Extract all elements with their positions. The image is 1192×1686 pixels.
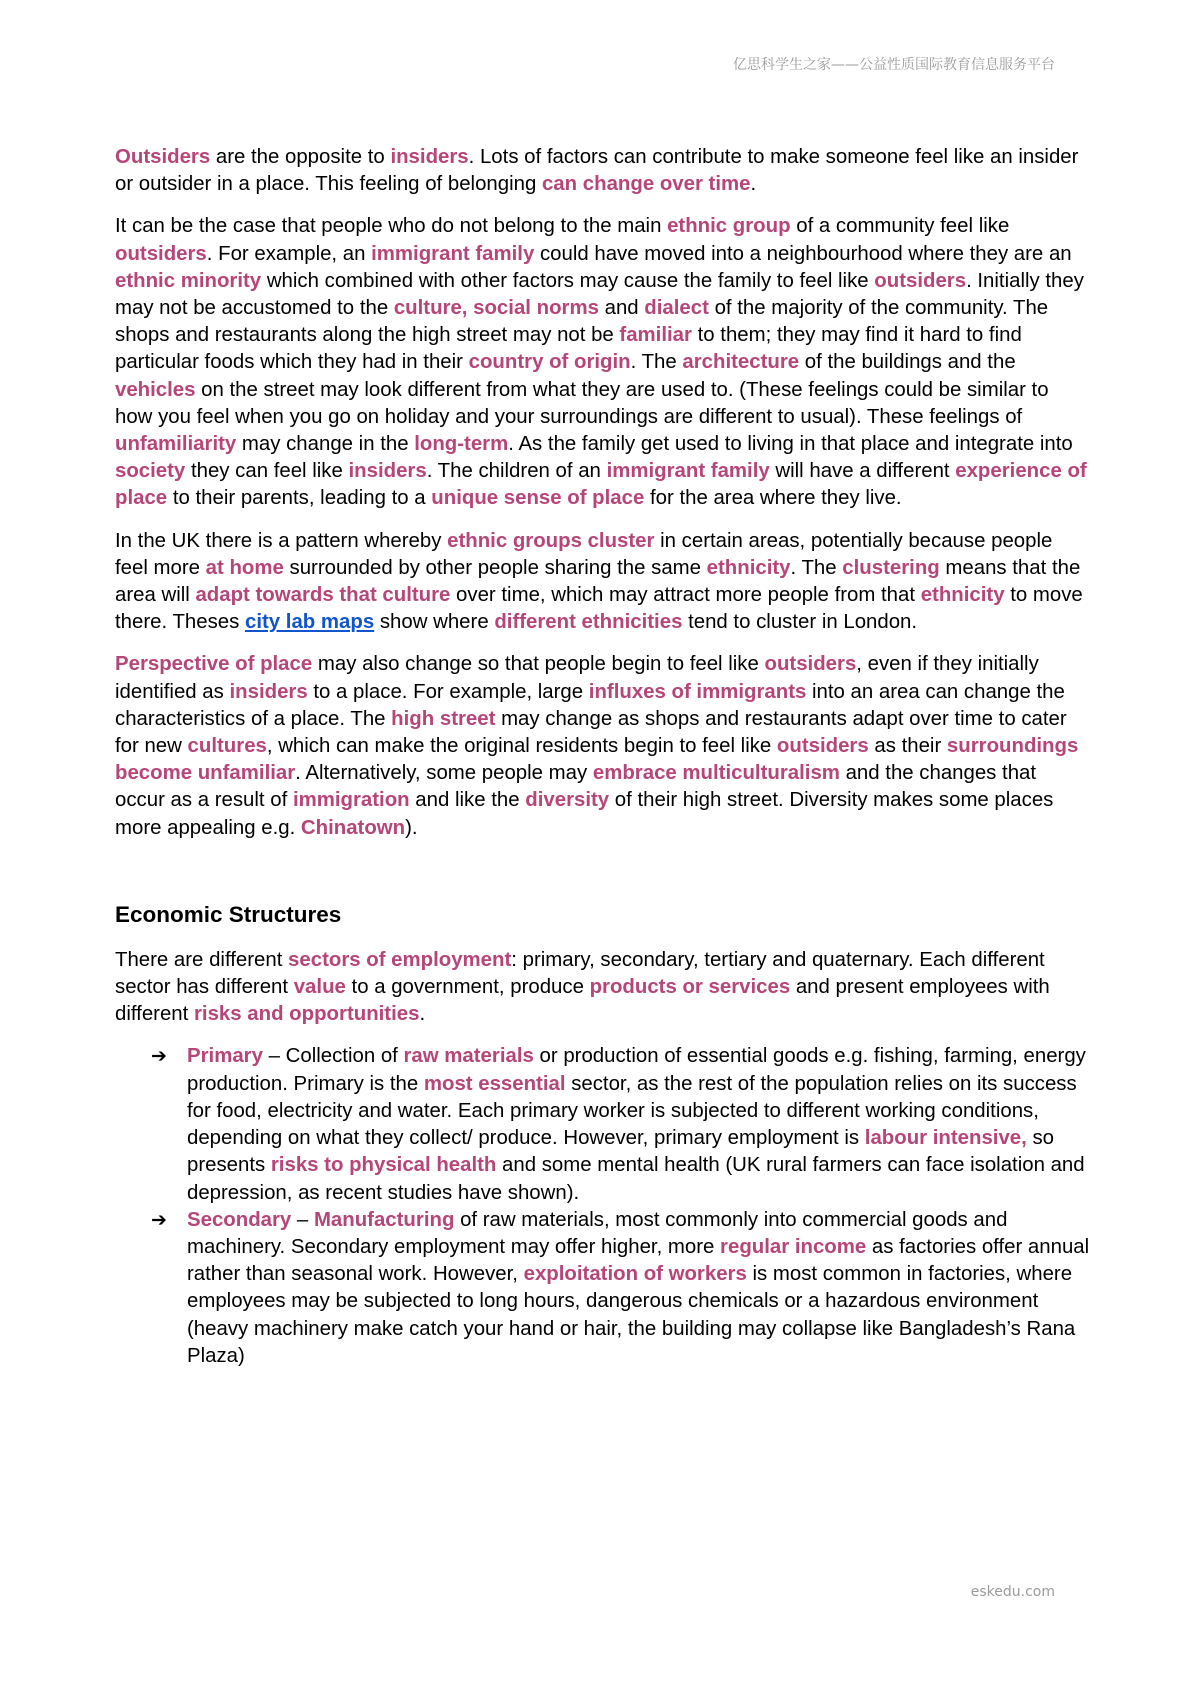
page-footer: eskedu.com [970,1584,1055,1600]
highlighted-term: architecture [682,351,800,374]
highlighted-term: country of origin [468,351,631,374]
highlighted-term: cultures [187,735,267,758]
highlighted-term: outsiders [115,242,207,265]
text-run: show where [374,611,495,634]
highlighted-term: influxes of immigrants [588,680,807,703]
text-run: – [291,1208,314,1231]
text-run: . [750,173,757,196]
highlighted-term: ethnic minority [115,269,262,292]
highlighted-term: immigration [292,789,410,812]
text-run: and present employees with different [115,976,1050,1026]
document-body [115,144,1090,1370]
highlighted-term: products or services [589,976,791,999]
text-run: and [598,297,645,320]
highlighted-term: value [293,976,346,999]
highlighted-term: surroundings become unfamiliar [115,735,1079,785]
list-item-text [187,1209,1089,1367]
highlighted-term: Outsiders [115,146,211,168]
highlighted-term: insiders [348,460,427,483]
highlighted-term: insiders [229,680,308,703]
highlighted-term: unfamiliarity [115,433,237,456]
paragraph-outsiders [115,144,1090,198]
highlighted-term: immigrant family [371,242,535,265]
text-run: could have moved into a neighbourhood where they are an [534,242,1072,265]
text-run: of raw materials, most commonly into commercial goods and machinery. Secondary employment may offer higher, more [187,1208,1008,1258]
paragraph-ethnic-group [115,213,1090,512]
text-run: is most common in factories, where employees may be subjected to long hours, dangerous chemicals or a hazardous environment (heavy machinery make catch your hand or hair, the building may collapse like Bangladesh’s Rana Plaza) [187,1263,1076,1367]
text-run: , which can make the original residents begin to feel like [266,735,777,758]
text-run: . Initially they may not be accustomed to the [115,269,1084,320]
highlighted-term: risks and opportunities [193,1003,420,1026]
text-run: so presents [187,1127,1055,1177]
arrow-bullet-icon: ➔ [151,1045,167,1068]
text-run: There are different [115,948,289,971]
text-run: and some mental health (UK rural farmers can face isolation and depression, as recent studies have shown). [187,1154,1085,1204]
highlighted-term: risks to physical health [270,1154,497,1177]
list-item-text [187,1045,1086,1203]
page-header: 亿思科学生之家——公益性质国际教育信息服务平台 [733,57,1055,73]
text-run: to them; they may find it hard to find particular foods which they had in their [115,324,1022,374]
highlighted-term: exploitation of workers [523,1263,747,1286]
text-run: over time, which may attract more people from that [450,584,921,607]
text-run: . The [790,556,843,579]
text-run: , even if they initially identified as [115,653,1039,703]
highlighted-term: outsiders [874,269,967,292]
highlighted-term: different ethnicities [494,611,683,634]
highlighted-term: vehicles [115,378,196,401]
text-run: . For example, an [206,242,372,265]
paragraph-perspective [115,651,1090,841]
text-run: to a government, produce [345,976,590,999]
text-run: as their [868,735,947,758]
highlighted-term: embrace multiculturalism [592,762,840,785]
highlighted-term: unique sense of place [431,487,645,510]
highlighted-term: dialect [644,297,709,320]
text-run: . The [630,351,683,374]
highlighted-term: most essential [423,1072,566,1095]
highlighted-term: Perspective of place [115,653,313,676]
highlighted-term: society [115,460,186,483]
highlighted-term: sectors of employment [288,948,512,971]
highlighted-term: can change over time [541,173,751,196]
text-run: to move there. Theses [115,584,1083,634]
highlighted-term: immigrant family [606,460,770,483]
text-run: of a community feel like [790,215,1010,238]
highlighted-term: clustering [842,556,940,579]
text-run: on the street may look different from what they are used to. (These feelings could be similar to how you feel when you go on holiday and your surroundings are different to usual). These feelings of [115,378,1049,428]
text-run: . Lots of factors can contribute to make someone feel like an insider or outsider in a place. This feeling of belonging [115,146,1079,196]
highlighted-term: regular income [720,1235,867,1258]
text-run: for the area where they live. [644,487,902,510]
city-lab-maps-link[interactable]: city lab maps [244,611,375,634]
highlighted-term: insiders [390,146,469,168]
text-run: – Collection of [262,1045,404,1068]
highlighted-term: Manufacturing [313,1208,455,1231]
text-run: may change in the [236,433,415,456]
highlighted-term: Primary [187,1045,263,1068]
highlighted-term: culture, social norms [393,297,599,320]
highlighted-term: diversity [525,789,610,812]
text-run: sector, as the rest of the population relies on its success for food, electricity and water. Each primary worker is subjected to different working conditions, depending on what they collect/ produce. However, primary employment is [187,1072,1077,1150]
text-run: : primary, secondary, tertiary and quaternary. Each different sector has different [115,948,1045,999]
paragraph-sectors-intro [115,947,1090,1029]
text-run: of the buildings and the [799,351,1016,374]
text-run: will have a different [769,460,956,483]
highlighted-term: raw materials [403,1045,534,1068]
text-run: . As the family get used to living in that place and integrate into [508,433,1073,456]
highlighted-term: familiar [619,324,692,347]
text-run: surrounded by other people sharing the same [283,556,707,579]
sector-list [115,1043,1090,1369]
list-item-primary [115,1043,1090,1206]
text-run: may change as shops and restaurants adapt over time to cater for new [115,707,1067,758]
text-run: ). [405,816,418,839]
highlighted-term: adapt towards that culture [195,584,451,607]
highlighted-term: ethnic group [667,215,791,238]
highlighted-term: experience of place [115,460,1087,510]
highlighted-term: at home [205,556,284,579]
text-run: and like the [409,789,526,812]
highlighted-term: high street [391,707,496,730]
text-run: they can feel like [185,460,349,483]
text-run: as factories offer annual rather than seasonal work. However, [187,1235,1090,1286]
highlighted-term: long-term [414,433,509,456]
text-run: and the changes that occur as a result of [115,762,1037,812]
list-item-secondary [115,1207,1090,1370]
highlighted-term: ethnic groups cluster [447,529,655,552]
text-run: to their parents, leading to a [167,487,432,510]
text-run: which combined with other factors may cause the family to feel like [261,269,875,292]
highlighted-term: outsiders [776,735,869,758]
highlighted-term: outsiders [764,653,857,676]
paragraph-clustering [115,528,1090,637]
text-run: in certain areas, potentially because people feel more [115,529,1053,579]
text-run: may also change so that people begin to feel like [312,653,765,676]
text-run: It can be the case that people who do not belong to the main [115,215,668,238]
highlighted-term: ethnicity [920,584,1005,607]
text-run: . The children of an [426,460,607,483]
text-run: of their high street. Diversity makes some places more appealing e.g. [115,789,1054,839]
highlighted-term: ethnicity [706,556,791,579]
text-run: are the opposite to [210,146,391,168]
text-run: . [419,1003,426,1026]
arrow-bullet-icon: ➔ [151,1208,167,1231]
text-run: tend to cluster in London. [682,611,918,634]
highlighted-term: Chinatown [300,816,406,839]
text-run: to a place. For example, large [307,680,589,703]
text-run: or production of essential goods e.g. fishing, farming, energy production. Primary is the [187,1045,1086,1095]
highlighted-term: Secondary [187,1208,292,1231]
text-run: In the UK there is a pattern whereby [115,529,448,552]
text-run: . Alternatively, some people may [295,762,593,785]
section-heading: Economic Structures [115,901,342,927]
text-run: into an area can change the characteristics of a place. The [115,680,1065,730]
text-run: means that the area will [115,556,1081,607]
highlighted-term: labour intensive, [864,1127,1027,1150]
text-run: of the majority of the community. The shops and restaurants along the high street may not be [115,297,1049,347]
